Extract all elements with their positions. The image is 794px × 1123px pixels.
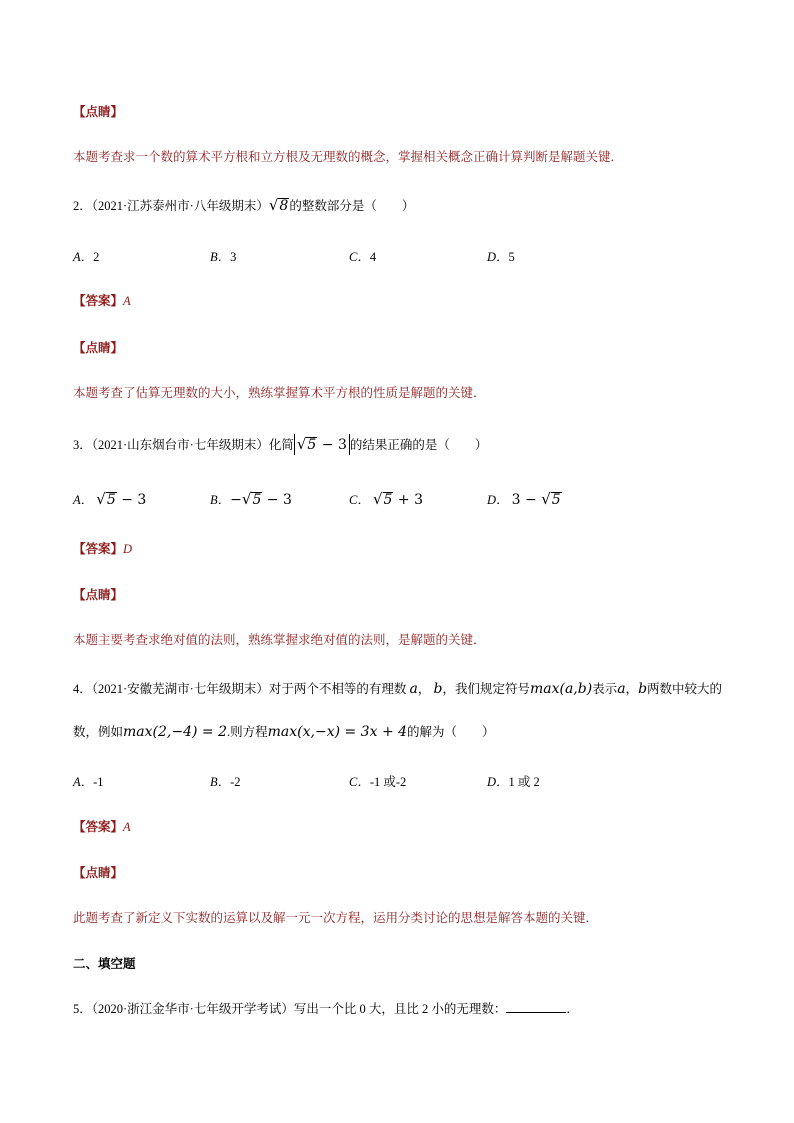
option-c: C．-1 或-2 [349, 775, 407, 789]
answer-tag: 【答案】 [73, 294, 124, 308]
question-source: （2021·山东烟台市·七年级期末） [91, 438, 269, 452]
option-c: C． √5 + 3 [349, 490, 423, 508]
question-4-line-1: 4．（2021·安徽芜湖市·七年级期末）对于两个不相等的有理数 a， b，我们规定符号max(a,b)表示a，b两数中较大的 [73, 681, 723, 697]
question-source: （2021·安徽芜湖市·七年级期末） [91, 682, 269, 696]
note-tag: 【点睛】 [73, 588, 124, 602]
max-notation: max(a,b) [529, 681, 593, 697]
question-source: （2021·江苏泰州市·八年级期末） [91, 199, 269, 213]
option-a: A．2 [73, 250, 100, 264]
question-stem: 的整数部分是（ ） [289, 199, 415, 213]
question-4-line-2: 数，例如max(2,−4) = 2.则方程max(x,−x) = 3x + 4的解为（ ） [73, 724, 495, 740]
question-number: 5． [73, 1002, 92, 1016]
answer-value: A [123, 294, 131, 308]
answer-tag: 【答案】 [73, 542, 124, 556]
answer-line [73, 540, 132, 558]
answer-tag: 【答案】 [73, 820, 124, 834]
option-a: A． √5 − 3 [73, 490, 147, 508]
question-3: 3．（2021·山东烟台市·七年级期末）化简 √5 − 3 的结果正确的是（ ） [73, 435, 488, 453]
note-text: 本题考查了估算无理数的大小，熟练掌握算术平方根的性质是解题的关键． [73, 386, 486, 400]
question-number: 2． [73, 199, 92, 213]
radicand: 8 [279, 198, 289, 214]
question-stem: 的结果正确的是（ ） [349, 438, 488, 452]
question-stem: 写出一个比 0 大，且比 2 小的无理数： [293, 1002, 507, 1016]
example-expression: max(2,−4) = 2 [123, 724, 227, 740]
abs-expression: √5 − 3 [294, 434, 350, 455]
note-text: 本题主要考查求绝对值的法则，熟练掌握求绝对值的法则，是解题的关键． [73, 633, 486, 647]
note-tag: 【点睛】 [73, 105, 124, 119]
note-text: 此题考查了新定义下实数的运算以及解一元一次方程，运用分类讨论的思想是解答本题的关键． [73, 911, 599, 925]
option-d: D． 3 − √5 [487, 490, 561, 508]
option-b: B．-2 [210, 775, 241, 789]
question-source: （2020·浙江金华市·七年级开学考试） [91, 1002, 294, 1016]
option-d: D．1 或 2 [487, 775, 540, 789]
option-a: A．-1 [73, 775, 104, 789]
question-2 [73, 196, 414, 215]
option-b: B．−√5 − 3 [210, 490, 292, 508]
question-5: 5．（2020·浙江金华市·七年级开学考试）写出一个比 0 大，且比 2 小的无理数： ． [73, 1002, 579, 1016]
note-tag: 【点睛】 [73, 341, 124, 355]
section-heading: 二、填空题 [73, 957, 136, 971]
option-b: B．3 [210, 250, 237, 264]
answer-blank [506, 1000, 566, 1013]
note-tag: 【点睛】 [73, 866, 124, 880]
answer-line [73, 292, 131, 310]
equation: max(x,−x) = 3x + 4 [267, 724, 408, 740]
option-d: D．5 [487, 250, 515, 264]
answer-value: D [123, 542, 133, 556]
note-text: 本题考查求一个数的算术平方根和立方根及无理数的概念，掌握相关概念正确计算判断是解题关键． [73, 150, 624, 164]
question-number: 4． [73, 682, 92, 696]
sqrt-icon: √ [268, 196, 279, 214]
answer-value: A [123, 820, 131, 834]
option-c: C．4 [349, 250, 377, 264]
answer-line [73, 818, 131, 836]
question-number: 3． [73, 438, 92, 452]
